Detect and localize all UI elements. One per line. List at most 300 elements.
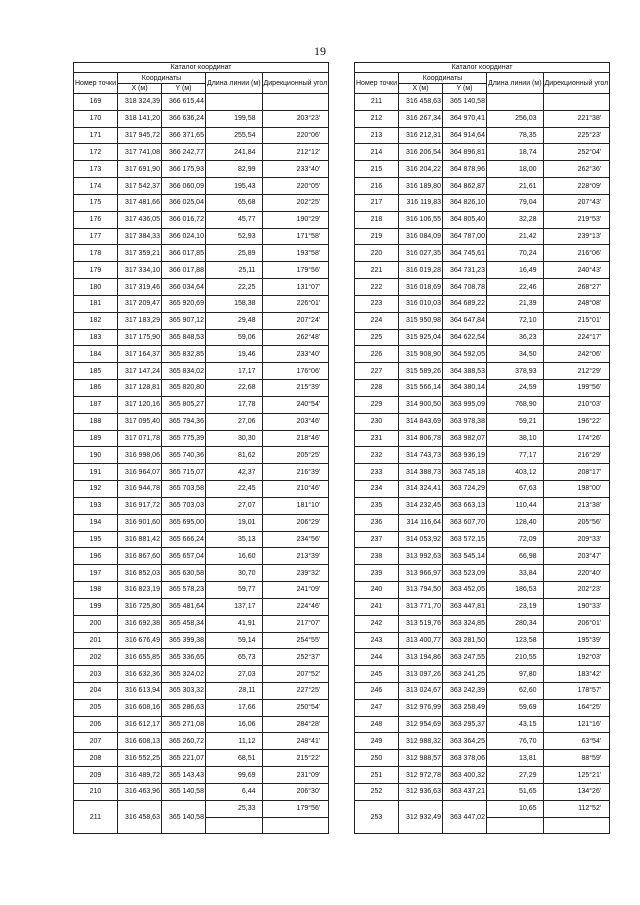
coord-y: 365 666,24 [161,531,205,548]
point-number: 169 [74,94,118,111]
coord-y: 366 016,72 [161,211,205,228]
point-number: 250 [355,750,399,767]
point-number: 194 [74,514,118,531]
coord-x: 316 612,17 [117,716,161,733]
coord-y: 363 364,25 [442,733,486,750]
point-number: 170 [74,110,118,127]
coord-x: 316 489,72 [117,767,161,784]
segment-length: 280,34 [486,615,543,632]
segment-length: 81,62 [205,447,262,464]
coord-y: 366 024,10 [161,228,205,245]
segment-length: 27,06 [205,413,262,430]
coord-x: 314 324,41 [398,481,442,498]
coord-y: 364 970,41 [442,110,486,127]
coord-y: 363 281,50 [442,632,486,649]
header-point-number: Номер точки [74,73,118,94]
coord-x: 316 018,69 [398,279,442,296]
segment-length: 6,44 [205,783,262,800]
coord-y: 363 936,19 [442,447,486,464]
segment-length: 36,23 [486,329,543,346]
coord-y: 365 832,85 [161,346,205,363]
point-number: 219 [355,228,399,245]
point-number: 186 [74,380,118,397]
segment-angle: 220°05' [262,178,329,195]
segment-angle: 220°40' [543,565,610,582]
segment-length: 10,65 [486,800,543,817]
coord-y: 363 995,09 [442,396,486,413]
point-number: 196 [74,548,118,565]
segment-length: 67,63 [486,481,543,498]
segment-angle: 233°40' [262,346,329,363]
segment-length: 768,90 [486,396,543,413]
segment-angle: 125°21' [543,767,610,784]
coord-y: 365 848,53 [161,329,205,346]
segment-length: 76,70 [486,733,543,750]
coord-x: 314 900,50 [398,396,442,413]
coord-y: 363 241,25 [442,666,486,683]
coord-x: 313 992,63 [398,548,442,565]
coord-x: 315 925,04 [398,329,442,346]
coord-x: 316 458,63 [398,94,442,111]
segment-angle: 176°06' [262,363,329,380]
segment-length: 22,25 [205,279,262,296]
segment-angle: 164°25' [543,699,610,716]
point-number: 173 [74,161,118,178]
coord-x: 312 936,63 [398,783,442,800]
coordinate-catalog-table-right [354,62,610,834]
point-number: 242 [355,615,399,632]
segment-length: 16,60 [205,548,262,565]
segment-angle: 225°23' [543,127,610,144]
coord-x: 316 632,36 [117,666,161,683]
segment-angle: 207°43' [543,194,610,211]
coord-y: 363 545,14 [442,548,486,565]
coord-y: 363 978,38 [442,413,486,430]
empty-cell [543,94,610,111]
coord-y: 365 715,07 [161,464,205,481]
point-number: 239 [355,565,399,582]
coord-x: 316 964,07 [117,464,161,481]
point-number: 238 [355,548,399,565]
coord-x: 316 106,55 [398,211,442,228]
point-number: 251 [355,767,399,784]
point-number: 232 [355,447,399,464]
coord-x: 317 319,46 [117,279,161,296]
segment-angle: 215°39' [262,380,329,397]
coord-y: 363 447,81 [442,598,486,615]
segment-length: 195,43 [205,178,262,195]
coord-x: 316 881,42 [117,531,161,548]
coord-y: 364 896,81 [442,144,486,161]
coord-x: 316 655,85 [117,649,161,666]
coord-y: 363 378,06 [442,750,486,767]
segment-length: 25,89 [205,245,262,262]
segment-length: 43,15 [486,716,543,733]
segment-length: 21,42 [486,228,543,245]
segment-angle: 207°24' [262,312,329,329]
point-number: 178 [74,245,118,262]
coord-x: 317 945,72 [117,127,161,144]
segment-angle: 203°23' [262,110,329,127]
point-number: 234 [355,481,399,498]
segment-angle: 190°33' [543,598,610,615]
point-number: 217 [355,194,399,211]
coord-y: 365 834,02 [161,363,205,380]
header-x: X (м) [117,84,161,94]
segment-angle: 195°39' [543,632,610,649]
coord-x: 316 212,31 [398,127,442,144]
coord-x: 314 232,45 [398,497,442,514]
segment-length: 34,50 [486,346,543,363]
coord-y: 364 878,96 [442,161,486,178]
coord-y: 363 452,05 [442,582,486,599]
coord-x: 313 194,86 [398,649,442,666]
coord-y: 363 607,70 [442,514,486,531]
coord-y: 365 143,43 [161,767,205,784]
coord-y: 364 787,00 [442,228,486,245]
coord-x: 317 175,90 [117,329,161,346]
coord-x: 313 400,77 [398,632,442,649]
coord-y: 363 324,85 [442,615,486,632]
segment-length: 68,51 [205,750,262,767]
coord-y: 365 657,04 [161,548,205,565]
coord-y: 363 572,15 [442,531,486,548]
coord-x: 313 024,67 [398,682,442,699]
header-length: Длина линии (м) [486,73,543,94]
coord-y: 366 242,77 [161,144,205,161]
empty-cell [486,817,543,834]
segment-length: 32,28 [486,211,543,228]
coord-y: 366 175,93 [161,161,205,178]
segment-angle: 206°01' [543,615,610,632]
segment-length: 110,44 [486,497,543,514]
point-number: 175 [74,194,118,211]
point-number: 213 [355,127,399,144]
point-number: 197 [74,565,118,582]
coord-y: 365 286,63 [161,699,205,716]
coord-x: 316 917,72 [117,497,161,514]
segment-angle: 196°22' [543,413,610,430]
coord-x: 316 692,38 [117,615,161,632]
coord-x: 317 095,40 [117,413,161,430]
coord-y: 365 740,36 [161,447,205,464]
coord-y: 364 388,53 [442,363,486,380]
segment-length: 11,12 [205,733,262,750]
point-number: 227 [355,363,399,380]
coord-y: 365 140,58 [161,800,205,834]
coord-y: 365 805,27 [161,396,205,413]
segment-angle: 241°09' [262,582,329,599]
point-number: 253 [355,800,399,834]
point-number: 206 [74,716,118,733]
coord-y: 365 481,64 [161,598,205,615]
coord-x: 316 823,19 [117,582,161,599]
segment-length: 24,59 [486,380,543,397]
header-angle: Дирекционный угол [262,73,329,94]
table-caption: Каталог координат [355,63,610,73]
coord-y: 366 615,44 [161,94,205,111]
segment-length: 22,68 [205,380,262,397]
header-x: X (м) [398,84,442,94]
coord-x: 317 120,16 [117,396,161,413]
point-number: 198 [74,582,118,599]
point-number: 240 [355,582,399,599]
point-number: 202 [74,649,118,666]
segment-angle: 190°29' [262,211,329,228]
point-number: 222 [355,279,399,296]
point-number: 187 [74,396,118,413]
segment-length: 72,10 [486,312,543,329]
segment-angle: 131°07' [262,279,329,296]
coord-x: 317 128,81 [117,380,161,397]
segment-angle: 219°53' [543,211,610,228]
coord-y: 363 247,55 [442,649,486,666]
segment-length: 25,33 [205,800,262,817]
point-number: 211 [355,94,399,111]
header-coordinates: Координаты [398,73,486,84]
coord-x: 316 458,63 [117,800,161,834]
segment-angle: 208°17' [543,464,610,481]
segment-length: 210,55 [486,649,543,666]
point-number: 184 [74,346,118,363]
header-angle: Дирекционный угол [543,73,610,94]
segment-length: 59,06 [205,329,262,346]
point-number: 223 [355,295,399,312]
coord-y: 366 034,64 [161,279,205,296]
segment-length: 65,73 [205,649,262,666]
point-number: 188 [74,413,118,430]
segment-length: 18,74 [486,144,543,161]
point-number: 200 [74,615,118,632]
point-number: 245 [355,666,399,683]
coord-x: 316 608,16 [117,699,161,716]
segment-angle: 268°27' [543,279,610,296]
segment-angle: 212°12' [262,144,329,161]
coord-y: 363 663,13 [442,497,486,514]
segment-angle: 205°56' [543,514,610,531]
coord-x: 314 053,92 [398,531,442,548]
segment-length: 18,00 [486,161,543,178]
point-number: 246 [355,682,399,699]
segment-length: 51,65 [486,783,543,800]
coord-x: 317 183,29 [117,312,161,329]
segment-length: 62,60 [486,682,543,699]
coord-x: 313 966,97 [398,565,442,582]
segment-angle: 284°28' [262,716,329,733]
point-number: 218 [355,211,399,228]
coord-x: 316 944,78 [117,481,161,498]
segment-angle: 192°03' [543,649,610,666]
segment-length: 17,78 [205,396,262,413]
segment-length: 16,49 [486,262,543,279]
coord-y: 365 458,34 [161,615,205,632]
segment-angle: 174°26' [543,430,610,447]
segment-angle: 240°54' [262,396,329,413]
segment-length: 30,70 [205,565,262,582]
point-number: 228 [355,380,399,397]
table-row [74,94,329,111]
segment-angle: 198°00' [543,481,610,498]
empty-cell [543,817,610,834]
point-number: 249 [355,733,399,750]
segment-angle: 213°38' [543,497,610,514]
coord-x: 317 542,37 [117,178,161,195]
table-body-left [74,94,329,834]
coord-y: 364 745,61 [442,245,486,262]
point-number: 237 [355,531,399,548]
coord-x: 317 209,47 [117,295,161,312]
point-number: 221 [355,262,399,279]
coord-x: 317 359,21 [117,245,161,262]
segment-angle: 88°59' [543,750,610,767]
point-number: 212 [355,110,399,127]
point-number: 247 [355,699,399,716]
segment-angle: 206°29' [262,514,329,531]
coord-y: 365 703,58 [161,481,205,498]
segment-length: 255,54 [205,127,262,144]
point-number: 229 [355,396,399,413]
segment-angle: 252°37' [262,649,329,666]
coord-y: 363 258,49 [442,699,486,716]
segment-length: 45,77 [205,211,262,228]
segment-angle: 231°09' [262,767,329,784]
coord-x: 315 589,26 [398,363,442,380]
coord-x: 313 771,70 [398,598,442,615]
segment-angle: 199°56' [543,380,610,397]
header-y: Y (м) [161,84,205,94]
coord-y: 365 221,07 [161,750,205,767]
coord-x: 316 204,22 [398,161,442,178]
point-number: 214 [355,144,399,161]
coord-y: 365 336,65 [161,649,205,666]
point-number: 171 [74,127,118,144]
point-number: 243 [355,632,399,649]
segment-angle: 212°29' [543,363,610,380]
segment-angle: 213°39' [262,548,329,565]
point-number: 210 [74,783,118,800]
coord-x: 315 908,90 [398,346,442,363]
coord-y: 364 689,22 [442,295,486,312]
coord-y: 366 025,04 [161,194,205,211]
coord-x: 317 071,78 [117,430,161,447]
point-number: 193 [74,497,118,514]
coord-y: 364 914,64 [442,127,486,144]
coord-y: 365 140,58 [161,783,205,800]
segment-length: 21,61 [486,178,543,195]
coord-y: 364 826,10 [442,194,486,211]
segment-length: 378,93 [486,363,543,380]
coord-x: 312 972,78 [398,767,442,784]
segment-length: 27,07 [205,497,262,514]
segment-length: 59,14 [205,632,262,649]
segment-length: 70,24 [486,245,543,262]
point-number: 220 [355,245,399,262]
segment-length: 59,21 [486,413,543,430]
point-number: 181 [74,295,118,312]
coord-y: 365 703,03 [161,497,205,514]
coord-x: 316 613,94 [117,682,161,699]
point-number: 215 [355,161,399,178]
segment-length: 25,11 [205,262,262,279]
coord-y: 365 794,36 [161,413,205,430]
segment-length: 35,13 [205,531,262,548]
point-number: 224 [355,312,399,329]
coord-x: 313 794,50 [398,582,442,599]
point-number: 209 [74,767,118,784]
segment-angle: 202°25' [262,194,329,211]
segment-length: 21,39 [486,295,543,312]
table-row [355,94,610,111]
segment-angle: 252°04' [543,144,610,161]
point-number: 182 [74,312,118,329]
coord-y: 366 017,85 [161,245,205,262]
segment-length: 59,69 [486,699,543,716]
segment-length: 186,53 [486,582,543,599]
coord-x: 314 116,64 [398,514,442,531]
point-number: 172 [74,144,118,161]
point-number: 204 [74,682,118,699]
segment-length: 123,58 [486,632,543,649]
coord-y: 365 695,00 [161,514,205,531]
coord-x: 316 010,03 [398,295,442,312]
coord-y: 363 242,39 [442,682,486,699]
point-number: 185 [74,363,118,380]
coord-x: 316 119,83 [398,194,442,211]
segment-angle: 262°36' [543,161,610,178]
segment-angle: 179°56' [262,262,329,279]
coord-y: 364 380,14 [442,380,486,397]
coord-y: 365 907,12 [161,312,205,329]
coord-x: 312 954,69 [398,716,442,733]
coord-x: 313 519,76 [398,615,442,632]
segment-angle: 224°17' [543,329,610,346]
coord-x: 315 950,98 [398,312,442,329]
coord-y: 363 523,09 [442,565,486,582]
segment-length: 241,84 [205,144,262,161]
segment-length: 77,17 [486,447,543,464]
table-body-right [355,94,610,834]
coordinate-catalog-table-left [73,62,329,834]
empty-cell [262,94,329,111]
empty-cell [205,817,262,834]
point-number: 189 [74,430,118,447]
segment-angle: 226°01' [262,295,329,312]
segment-angle: 203°46' [262,413,329,430]
point-number: 192 [74,481,118,498]
coord-y: 363 745,18 [442,464,486,481]
segment-length: 97,80 [486,666,543,683]
coord-y: 366 371,65 [161,127,205,144]
segment-length: 19,01 [205,514,262,531]
point-number: 211 [74,800,118,834]
point-number: 177 [74,228,118,245]
coord-x: 312 988,32 [398,733,442,750]
coord-y: 365 775,39 [161,430,205,447]
segment-length: 16,06 [205,716,262,733]
segment-length: 82,99 [205,161,262,178]
coord-y: 363 400,32 [442,767,486,784]
segment-angle: 216°06' [543,245,610,262]
header-coordinates: Координаты [117,73,205,84]
segment-length: 30,30 [205,430,262,447]
page-number: 19 [314,44,326,58]
coord-y: 365 324,02 [161,666,205,683]
point-number: 195 [74,531,118,548]
segment-length: 42,37 [205,464,262,481]
segment-length: 403,12 [486,464,543,481]
coord-y: 363 447,02 [442,800,486,834]
point-number: 176 [74,211,118,228]
